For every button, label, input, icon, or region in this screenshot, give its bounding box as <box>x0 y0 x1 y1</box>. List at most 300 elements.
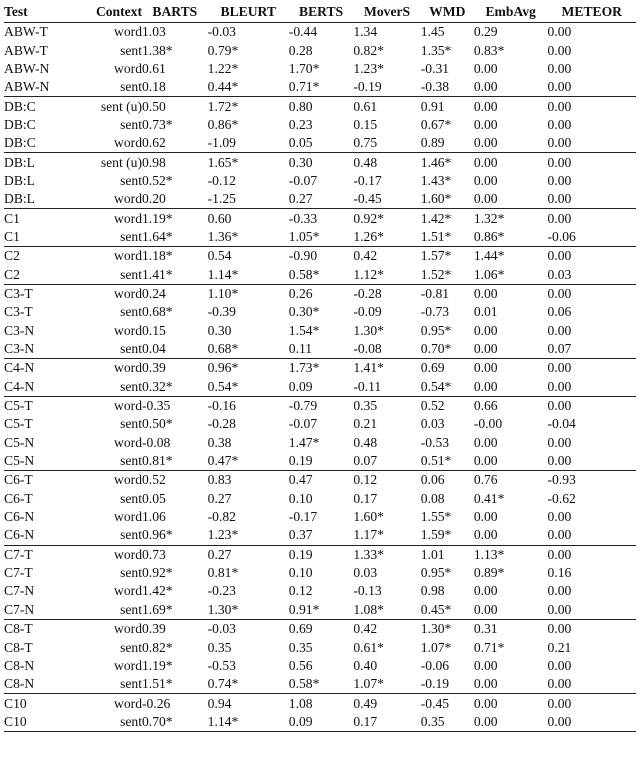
score-cell-barts: 1.19* <box>142 209 208 228</box>
score-cell-embavg: 0.29 <box>473 24 498 40</box>
score-cell-bleurt: 1.23* <box>207 527 239 543</box>
score-cell-meteor: -0.93 <box>548 471 636 490</box>
table-row <box>4 545 636 564</box>
score-cell-wmd: 0.95* <box>420 565 452 581</box>
score-cell-movers: 0.61 <box>353 97 420 116</box>
score-cell-wmd: 0.91 <box>421 97 474 116</box>
table-row <box>4 396 636 415</box>
score-cell-meteor: -0.62 <box>547 490 576 506</box>
context-cell: sent (u) <box>80 97 142 116</box>
score-cell-embavg: 0.66 <box>474 396 548 415</box>
test-name-cell: C3-T <box>4 304 33 320</box>
score-cell-bleurt: 0.35 <box>207 639 232 655</box>
score-cell-meteor: 0.00 <box>548 153 636 172</box>
column-header-embavg: EmbAvg <box>474 2 548 23</box>
score-cell-bleurt: 0.74* <box>207 676 239 692</box>
score-cell-bleurt: -0.28 <box>207 416 236 432</box>
score-cell-meteor: 0.21 <box>547 639 572 655</box>
score-cell-bleurt: 0.86* <box>207 116 239 132</box>
score-cell-embavg: 1.13* <box>474 545 548 564</box>
table-row <box>4 172 636 190</box>
column-header-wmd: WMD <box>421 2 474 23</box>
test-name-cell: C8-T <box>4 639 33 655</box>
score-cell-embavg: 1.44* <box>474 247 548 266</box>
score-cell-meteor: -0.04 <box>547 416 576 432</box>
score-cell-wmd: 1.42* <box>421 209 474 228</box>
score-cell-wmd: 1.43* <box>420 172 452 188</box>
score-cell-barts: 0.05 <box>142 490 166 506</box>
test-name-cell: DB:C <box>4 116 36 132</box>
score-cell-movers: 0.17 <box>353 490 378 506</box>
score-cell-wmd: 0.98 <box>420 583 445 599</box>
context-cell: word <box>80 694 142 713</box>
score-cell-embavg: 1.32* <box>474 209 548 228</box>
test-name-cell: C7-N <box>4 583 35 599</box>
score-cell-meteor: 0.00 <box>547 434 572 450</box>
context-cell: sent <box>120 565 142 581</box>
score-cell-bleurt: 0.79* <box>207 42 239 58</box>
score-cell-wmd: -0.53 <box>420 434 450 450</box>
test-name-cell: C1 <box>4 209 80 228</box>
score-cell-berts: 1.73* <box>289 359 354 378</box>
score-cell-berts: 1.05* <box>288 228 320 244</box>
score-cell-embavg: 1.06* <box>473 266 505 282</box>
score-cell-barts: 0.32* <box>142 378 173 394</box>
score-cell-berts: 0.58* <box>288 676 320 692</box>
score-cell-bleurt: 0.60 <box>208 209 289 228</box>
score-cell-wmd: 0.54* <box>420 378 452 394</box>
score-cell-meteor: 0.00 <box>547 42 572 58</box>
score-cell-movers: 1.60* <box>353 509 384 525</box>
table-row <box>4 713 636 732</box>
score-cell-movers: 0.42 <box>353 620 420 639</box>
score-cell-wmd: 0.08 <box>420 490 445 506</box>
score-cell-embavg: 0.00 <box>473 116 498 132</box>
context-cell: sent <box>120 341 142 357</box>
score-cell-berts: 1.54* <box>288 322 320 338</box>
score-cell-meteor: 0.00 <box>547 676 572 692</box>
score-cell-bleurt: 0.54 <box>208 247 289 266</box>
score-cell-wmd: 1.07* <box>420 639 452 655</box>
table-row <box>4 434 636 452</box>
table-row <box>4 23 636 42</box>
score-cell-meteor: 0.00 <box>548 247 636 266</box>
score-cell-embavg: 0.86* <box>473 228 505 244</box>
score-cell-embavg: 0.00 <box>473 341 498 357</box>
score-cell-embavg: 0.00 <box>473 453 498 469</box>
score-cell-movers: 1.33* <box>353 545 420 564</box>
score-cell-berts: 0.11 <box>288 341 313 357</box>
test-name-cell: C6-T <box>4 490 33 506</box>
results-table <box>4 2 636 732</box>
score-cell-berts: 0.47 <box>289 471 354 490</box>
score-cell-bleurt: 0.47* <box>207 453 239 469</box>
score-cell-movers: 1.08* <box>353 601 384 617</box>
score-cell-wmd: 0.35 <box>421 713 474 732</box>
test-name-cell: C10 <box>4 713 80 732</box>
score-cell-bleurt: 0.30 <box>207 322 232 338</box>
score-cell-bleurt: 1.14* <box>207 266 239 282</box>
score-cell-meteor: 0.00 <box>548 620 636 639</box>
score-cell-bleurt: 0.44* <box>207 79 239 95</box>
score-cell-embavg: 0.83* <box>473 42 505 58</box>
score-cell-berts: 0.30 <box>289 153 354 172</box>
table-row <box>4 78 636 97</box>
score-cell-movers: 0.03 <box>353 565 378 581</box>
score-cell-embavg: 0.00 <box>473 601 498 617</box>
score-cell-barts: 0.81* <box>142 453 173 469</box>
context-cell: sent <box>120 416 142 432</box>
score-cell-barts: 0.39 <box>142 620 208 639</box>
score-cell-berts: -0.44 <box>288 24 318 40</box>
score-cell-meteor: 0.00 <box>547 135 572 151</box>
score-cell-movers: -0.08 <box>353 341 382 357</box>
test-name-cell: C7-N <box>4 601 35 617</box>
table-row <box>4 601 636 620</box>
score-cell-meteor: 0.00 <box>548 359 636 378</box>
score-cell-movers: 0.48 <box>353 434 378 450</box>
score-cell-berts: 1.08 <box>289 694 354 713</box>
table-row <box>4 97 636 116</box>
test-name-cell: C6-T <box>4 471 80 490</box>
score-cell-wmd: -0.73 <box>420 304 450 320</box>
score-cell-bleurt: 1.10* <box>208 284 289 303</box>
score-cell-movers: -0.11 <box>353 378 382 394</box>
score-cell-barts: 0.15 <box>142 322 166 338</box>
score-cell-embavg: 0.00 <box>473 676 498 692</box>
score-cell-meteor: 0.00 <box>548 97 636 116</box>
test-name-cell: ABW-T <box>4 42 48 58</box>
context-cell: sent <box>120 266 142 282</box>
score-cell-berts: 0.09 <box>289 713 354 732</box>
test-name-cell: C6-N <box>4 509 35 525</box>
test-name-cell: C5-N <box>4 453 35 469</box>
score-cell-barts: 0.61 <box>142 60 166 76</box>
score-cell-berts: 0.19 <box>289 545 354 564</box>
score-cell-wmd: -0.81 <box>421 284 474 303</box>
table-row <box>4 415 636 433</box>
score-cell-movers: 1.12* <box>353 266 384 282</box>
context-cell: word <box>80 471 142 490</box>
score-cell-bleurt: 1.36* <box>207 228 239 244</box>
score-cell-berts: 0.09 <box>288 378 313 394</box>
test-name-cell: C5-T <box>4 396 80 415</box>
test-name-cell: C5-T <box>4 416 33 432</box>
score-cell-wmd: 1.45 <box>420 24 445 40</box>
table-row <box>4 638 636 656</box>
column-header-context: Context <box>80 2 142 23</box>
score-cell-movers: 1.07* <box>353 676 384 692</box>
score-cell-embavg: 0.00 <box>473 657 498 673</box>
score-cell-berts: 0.56 <box>288 657 313 673</box>
score-cell-barts: 0.62 <box>142 135 166 151</box>
score-cell-meteor: 0.00 <box>547 527 572 543</box>
score-cell-embavg: 0.71* <box>473 639 505 655</box>
score-cell-wmd: 0.51* <box>420 453 452 469</box>
table-row <box>4 452 636 471</box>
test-name-cell: ABW-N <box>4 79 50 95</box>
context-cell: word <box>80 396 142 415</box>
score-cell-wmd: 1.30* <box>421 620 474 639</box>
score-cell-berts: -0.79 <box>289 396 354 415</box>
test-name-cell: C7-T <box>4 545 80 564</box>
column-header-movers: MoverS <box>353 2 420 23</box>
score-cell-movers: 1.17* <box>353 527 384 543</box>
score-cell-embavg: 0.31 <box>474 620 548 639</box>
score-cell-barts: 0.18 <box>142 79 166 95</box>
score-cell-movers: 0.42 <box>353 247 420 266</box>
score-cell-movers: 1.30* <box>353 322 384 338</box>
score-cell-bleurt: -0.23 <box>207 583 236 599</box>
table-row <box>4 265 636 284</box>
score-cell-berts: -0.07 <box>288 172 318 188</box>
score-cell-bleurt: -0.12 <box>207 172 236 188</box>
table-row <box>4 675 636 694</box>
context-cell: word <box>80 359 142 378</box>
table-row <box>4 134 636 153</box>
context-cell: sent <box>120 378 142 394</box>
score-cell-berts: 0.30* <box>288 304 320 320</box>
score-cell-embavg: 0.00 <box>474 694 548 713</box>
context-cell: word <box>80 545 142 564</box>
score-cell-barts: 0.98 <box>142 153 208 172</box>
score-cell-wmd: 0.89 <box>420 135 445 151</box>
score-cell-barts: 0.68* <box>142 304 173 320</box>
score-cell-movers: 0.82* <box>353 42 384 58</box>
score-cell-barts: 1.64* <box>142 228 173 244</box>
table-row <box>4 620 636 639</box>
score-cell-bleurt: 0.54* <box>207 378 239 394</box>
score-cell-movers: -0.45 <box>353 191 382 207</box>
test-name-cell: C3-N <box>4 341 35 357</box>
context-cell: word <box>80 209 142 228</box>
test-name-cell: DB:L <box>4 191 35 207</box>
table-row <box>4 694 636 713</box>
score-cell-embavg: 0.00 <box>473 509 498 525</box>
test-name-cell: C2 <box>4 266 20 282</box>
test-name-cell: C4-N <box>4 359 80 378</box>
score-cell-wmd: 0.45* <box>420 601 452 617</box>
score-cell-wmd: 1.51* <box>420 228 452 244</box>
score-cell-meteor: -0.06 <box>547 228 576 244</box>
score-cell-movers: 1.34 <box>353 24 378 40</box>
score-cell-barts: 1.19* <box>142 657 173 673</box>
score-cell-bleurt: 0.96* <box>208 359 289 378</box>
score-cell-embavg: 0.01 <box>473 304 498 320</box>
table-row <box>4 322 636 340</box>
score-cell-barts: 1.41* <box>142 266 173 282</box>
score-cell-embavg: 0.00 <box>473 322 498 338</box>
score-cell-barts: 0.39 <box>142 359 208 378</box>
score-cell-wmd: 0.52 <box>421 396 474 415</box>
table-row <box>4 116 636 134</box>
score-cell-embavg: 0.00 <box>473 79 498 95</box>
context-cell: sent <box>120 490 142 506</box>
context-cell: word <box>114 322 142 338</box>
score-cell-meteor: 0.16 <box>547 565 572 581</box>
score-cell-embavg: 0.00 <box>473 527 498 543</box>
context-cell: word <box>114 60 142 76</box>
score-cell-meteor: 0.00 <box>547 583 572 599</box>
score-cell-meteor: 0.00 <box>547 601 572 617</box>
score-cell-bleurt: -0.16 <box>208 396 289 415</box>
score-cell-wmd: 0.67* <box>420 116 452 132</box>
score-cell-embavg: 0.00 <box>474 713 548 732</box>
score-cell-berts: -0.17 <box>288 509 318 525</box>
score-cell-wmd: 0.95* <box>420 322 452 338</box>
score-cell-meteor: 0.07 <box>547 341 572 357</box>
table-row <box>4 153 636 172</box>
table-row <box>4 359 636 378</box>
score-cell-wmd: 1.60* <box>420 191 452 207</box>
score-cell-wmd: 1.59* <box>420 527 452 543</box>
context-cell: word <box>80 620 142 639</box>
score-cell-berts: 0.58* <box>288 266 320 282</box>
score-cell-meteor: 0.00 <box>547 453 572 469</box>
score-cell-berts: -0.90 <box>289 247 354 266</box>
test-name-cell: C8-N <box>4 657 35 673</box>
score-cell-meteor: 0.00 <box>548 284 636 303</box>
table-row <box>4 190 636 209</box>
score-cell-meteor: 0.06 <box>547 304 572 320</box>
score-cell-meteor: 0.00 <box>548 209 636 228</box>
score-cell-berts: 0.10 <box>288 490 313 506</box>
score-cell-movers: 0.15 <box>353 116 378 132</box>
score-cell-meteor: 0.00 <box>547 172 572 188</box>
score-cell-barts: 0.50 <box>142 97 208 116</box>
context-cell: sent <box>120 228 142 244</box>
context-cell: sent <box>80 713 142 732</box>
score-cell-berts: 0.35 <box>288 639 313 655</box>
score-cell-barts: 1.69* <box>142 601 173 617</box>
score-cell-embavg: 0.00 <box>473 191 498 207</box>
test-name-cell: DB:L <box>4 153 80 172</box>
score-cell-movers: -0.09 <box>353 304 382 320</box>
context-cell: sent <box>120 42 142 58</box>
context-cell: sent <box>120 527 142 543</box>
score-cell-bleurt: 1.22* <box>207 60 239 76</box>
score-cell-meteor: 0.00 <box>548 713 636 732</box>
score-cell-berts: 0.26 <box>289 284 354 303</box>
score-cell-movers: 0.92* <box>353 209 420 228</box>
test-name-cell: C5-N <box>4 434 35 450</box>
score-cell-movers: 1.26* <box>353 228 384 244</box>
score-cell-movers: 1.23* <box>353 60 384 76</box>
context-cell: word <box>114 657 142 673</box>
test-name-cell: C2 <box>4 247 80 266</box>
score-cell-berts: 0.71* <box>288 79 320 95</box>
context-cell: sent <box>120 172 142 188</box>
score-cell-meteor: 0.00 <box>547 322 572 338</box>
score-cell-meteor: 0.03 <box>547 266 572 282</box>
score-cell-barts: 0.04 <box>142 341 166 357</box>
score-cell-movers: 0.75 <box>353 135 378 151</box>
test-name-cell: DB:L <box>4 172 35 188</box>
table-row <box>4 657 636 675</box>
context-cell: word <box>114 434 142 450</box>
column-header-barts: BARTS <box>142 2 208 23</box>
score-cell-barts: 0.92* <box>142 565 173 581</box>
score-cell-berts: 0.12 <box>288 583 313 599</box>
table-row <box>4 60 636 78</box>
table-row <box>4 209 636 228</box>
column-header-berts: BERTS <box>289 2 354 23</box>
score-cell-bleurt: -0.53 <box>207 657 236 673</box>
score-cell-wmd: 1.57* <box>421 247 474 266</box>
context-cell: word <box>114 24 142 40</box>
test-name-cell: C4-N <box>4 378 35 394</box>
test-name-cell: C1 <box>4 228 20 244</box>
score-cell-barts: 0.50* <box>142 416 173 432</box>
score-cell-bleurt: -0.03 <box>208 620 289 639</box>
score-cell-movers: 0.35 <box>353 396 420 415</box>
table-row <box>4 228 636 247</box>
score-cell-wmd: 1.55* <box>420 509 452 525</box>
score-cell-barts: 0.24 <box>142 284 208 303</box>
score-cell-berts: 0.91* <box>288 601 320 617</box>
score-cell-bleurt: -0.39 <box>207 304 236 320</box>
table-row <box>4 284 636 303</box>
score-cell-barts: -0.35 <box>142 396 208 415</box>
context-cell: sent <box>120 116 142 132</box>
table-row <box>4 378 636 397</box>
score-cell-barts: 0.20 <box>142 191 166 207</box>
score-cell-movers: 0.17 <box>353 713 420 732</box>
score-cell-barts: 0.73 <box>142 545 208 564</box>
score-cell-wmd: -0.06 <box>420 657 450 673</box>
score-cell-bleurt: 0.27 <box>208 545 289 564</box>
score-cell-berts: 0.27 <box>288 191 313 207</box>
score-cell-movers: 0.07 <box>353 453 378 469</box>
score-cell-barts: 1.38* <box>142 42 173 58</box>
score-cell-berts: 0.28 <box>288 42 313 58</box>
context-cell: sent <box>120 676 142 692</box>
score-cell-berts: 0.23 <box>288 116 313 132</box>
context-cell: word <box>80 284 142 303</box>
table-header-row <box>4 2 636 23</box>
score-cell-wmd: 1.46* <box>421 153 474 172</box>
context-cell: word <box>114 509 142 525</box>
test-name-cell: C7-T <box>4 565 33 581</box>
score-cell-wmd: 1.35* <box>420 42 452 58</box>
score-cell-bleurt: 1.65* <box>208 153 289 172</box>
score-cell-meteor: 0.00 <box>547 657 572 673</box>
table-body <box>4 23 636 732</box>
test-name-cell: C3-N <box>4 322 35 338</box>
score-cell-bleurt: 0.38 <box>207 434 232 450</box>
score-cell-berts: 0.05 <box>288 135 313 151</box>
table-row <box>4 564 636 582</box>
score-cell-wmd: 0.70* <box>420 341 452 357</box>
score-cell-meteor: 0.00 <box>548 396 636 415</box>
score-cell-embavg: -0.00 <box>473 416 503 432</box>
score-cell-berts: -0.33 <box>289 209 354 228</box>
context-cell: word <box>114 583 142 599</box>
test-name-cell: DB:C <box>4 135 36 151</box>
score-cell-barts: 0.70* <box>142 713 208 732</box>
score-cell-embavg: 0.89* <box>473 565 505 581</box>
score-cell-berts: 1.70* <box>288 60 320 76</box>
score-cell-embavg: 0.00 <box>474 359 548 378</box>
table-row <box>4 340 636 359</box>
table-row <box>4 471 636 490</box>
context-cell: sent (u) <box>80 153 142 172</box>
score-cell-meteor: 0.00 <box>547 60 572 76</box>
score-cell-embavg: 0.00 <box>473 378 498 394</box>
table-row <box>4 490 636 508</box>
score-cell-barts: 0.82* <box>142 639 173 655</box>
score-cell-barts: 1.03 <box>142 24 166 40</box>
